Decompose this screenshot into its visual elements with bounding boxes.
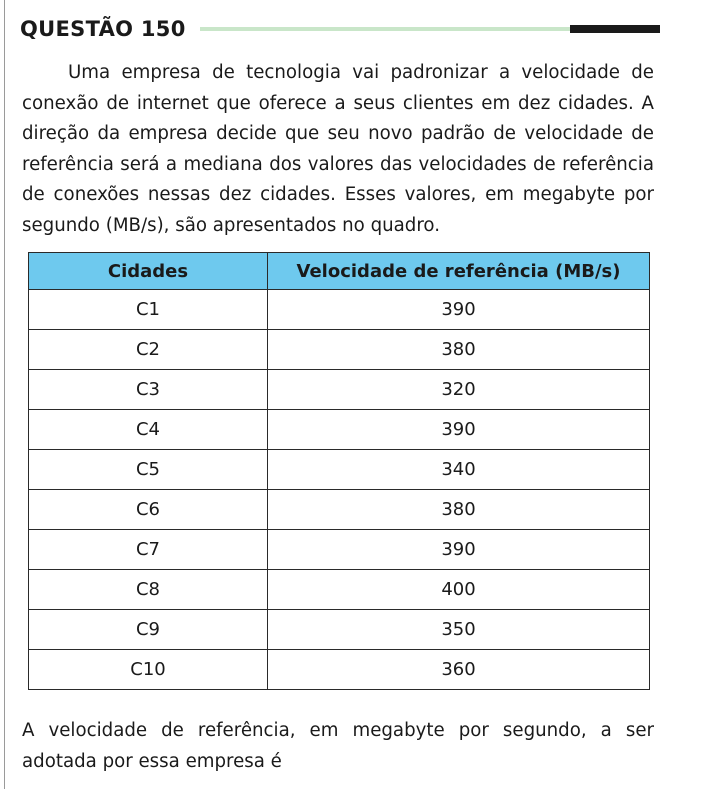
question-header: [20, 12, 660, 46]
table-row: [29, 410, 650, 450]
table-row: [29, 370, 650, 410]
speed-cell: 340: [268, 450, 650, 490]
city-cell: C7: [29, 530, 268, 570]
table-row: [29, 530, 650, 570]
speed-cell: 390: [268, 410, 650, 450]
table-row: [29, 450, 650, 490]
title-bar-light: [200, 27, 570, 31]
city-cell: C6: [29, 490, 268, 530]
speed-cell: 380: [268, 490, 650, 530]
table-row: [29, 490, 650, 530]
question-title: QUESTÃO 150: [20, 17, 186, 41]
speed-cell: 390: [268, 290, 650, 330]
question-prompt-text: A velocidade de referência, em megabyte por segundo, a ser adotada por essa empresa é: [22, 720, 654, 772]
city-cell: C9: [29, 610, 268, 650]
column-header-speed: Velocidade de referência (MB/s): [268, 253, 650, 290]
speed-cell: 400: [268, 570, 650, 610]
table-row: [29, 330, 650, 370]
table-row: [29, 610, 650, 650]
title-bar-dark: [570, 25, 660, 33]
speed-cell: 360: [268, 650, 650, 690]
city-cell: C4: [29, 410, 268, 450]
speed-cell: 320: [268, 370, 650, 410]
city-cell: C8: [29, 570, 268, 610]
table-row: [29, 650, 650, 690]
city-cell: C10: [29, 650, 268, 690]
question-intro-text: Uma empresa de tecnologia vai padronizar a velocidade de conexão de internet que oferece a seus clientes em dez cidades. A direção da empresa decide que seu novo padrão de velocidade de referência será a mediana dos valores das velocidades de referência de conexões nessas dez cidades. Esses valores, em megabyte por segundo (MB/s), são apresentados no quadro.: [22, 62, 654, 236]
table-header-row: [29, 253, 650, 290]
page-left-rule: [4, 0, 5, 789]
speed-cell: 390: [268, 530, 650, 570]
table-row: [29, 290, 650, 330]
city-cell: C1: [29, 290, 268, 330]
table-row: [29, 570, 650, 610]
speed-cell: 380: [268, 330, 650, 370]
city-cell: C3: [29, 370, 268, 410]
city-cell: C2: [29, 330, 268, 370]
title-decoration-bar: [200, 25, 660, 33]
city-cell: C5: [29, 450, 268, 490]
speed-cell: 350: [268, 610, 650, 650]
speed-table: [28, 252, 650, 690]
column-header-cities: Cidades: [29, 253, 268, 290]
